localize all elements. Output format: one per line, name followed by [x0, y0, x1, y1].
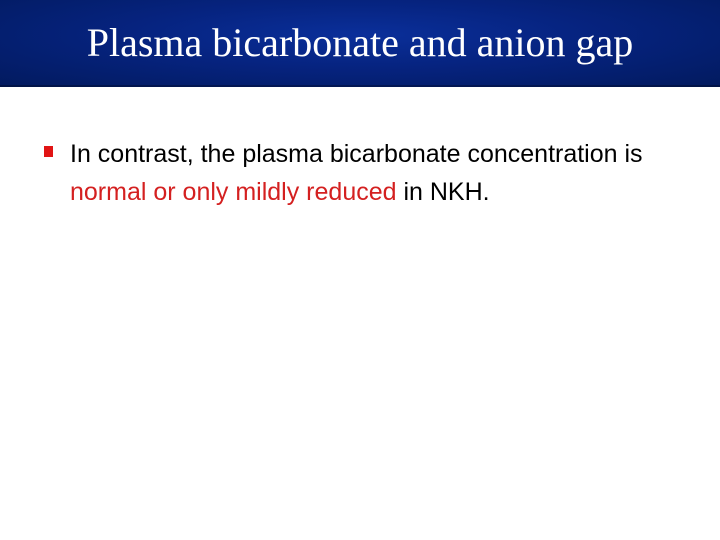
bullet-text-after: in NKH. [396, 178, 490, 206]
slide-title: Plasma bicarbonate and anion gap [86, 20, 634, 65]
bullet-highlight-text: normal or only mildly reduced [70, 178, 397, 206]
bullet-item [44, 135, 684, 211]
slide-content [44, 135, 684, 211]
title-bar [0, 0, 720, 87]
square-bullet-icon [44, 146, 53, 157]
bullet-text-before: In contrast, the plasma bicarbonate concentration is [70, 140, 643, 168]
